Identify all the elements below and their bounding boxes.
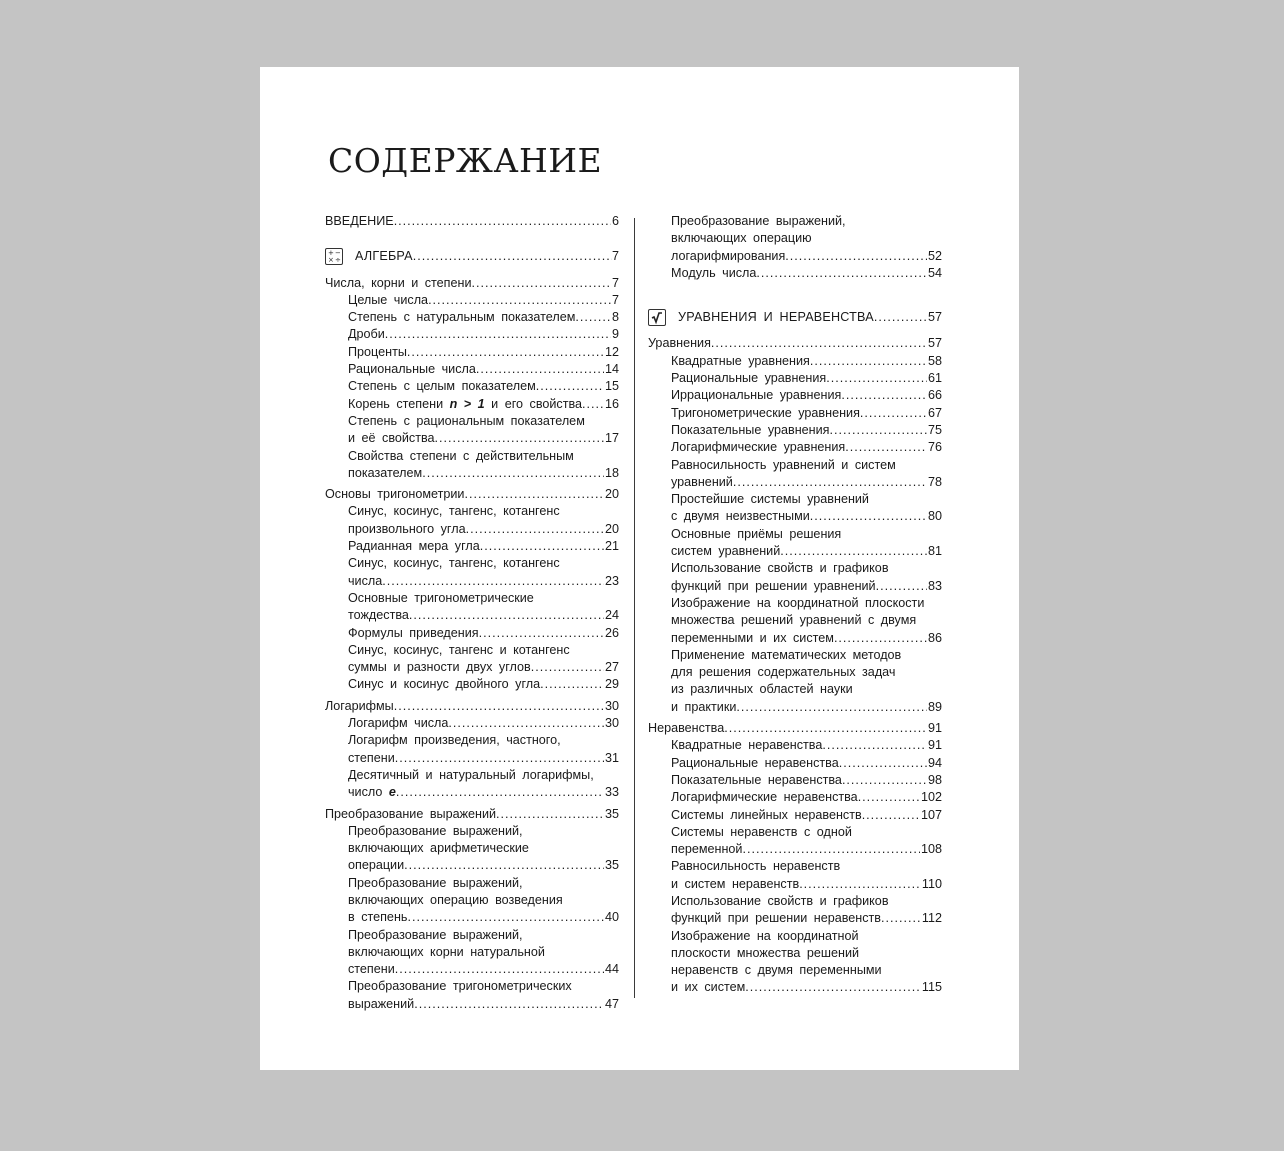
page-number: 6 (611, 214, 619, 228)
toc-left-column (325, 213, 619, 1013)
toc-entry[interactable]: Синус, косинус, тангенс, котангенс числа ..... 23 (348, 555, 619, 590)
toc-entry[interactable]: Формулы приведения ..... 26 (348, 625, 619, 642)
math-expression: n > 1 (449, 396, 485, 411)
toc-entry[interactable]: Основные тригонометрические тождества ..... 24 (348, 590, 619, 625)
toc-entry[interactable]: Модуль числа ..... 54 (671, 265, 942, 282)
toc-entry[interactable]: Иррациональные уравнения ..... 66 (671, 387, 942, 404)
toc-entry[interactable]: Преобразование выражений, включающих операцию возведения в степень ..... 40 (348, 875, 619, 927)
toc-entry[interactable]: Основы тригонометрии ..... 20 (325, 486, 619, 503)
toc-entry[interactable]: Системы линейных неравенств ..... 107 (671, 807, 942, 824)
toc-entry[interactable]: Уравнения ..... 57 (648, 335, 942, 352)
math-expression: e (388, 785, 396, 800)
toc-entry[interactable]: Числа, корни и степени ..... 7 (325, 275, 619, 292)
toc-right-column (648, 213, 942, 997)
toc-entry[interactable]: Изображение на координатной плоскости множества решений уравнений с двумя переменными и их систем ..... 86 (671, 595, 942, 647)
toc-entry[interactable]: Логарифм произведения, частного, степени ..... 31 (348, 732, 619, 767)
toc-entry[interactable]: Проценты ..... 12 (348, 344, 619, 361)
toc-entry[interactable]: Преобразование выражений, включающих корни натуральной степени ..... 44 (348, 927, 619, 979)
toc-entry[interactable]: Степень с рациональным показателем и её свойства ..... 17 (348, 413, 619, 448)
toc-entry[interactable]: Квадратные неравенства ..... 91 (671, 737, 942, 754)
toc-entry[interactable]: Равносильность уравнений и систем уравнений ..... 78 (671, 457, 942, 492)
toc-entry[interactable]: Рациональные числа ..... 14 (348, 361, 619, 378)
toc-entry[interactable]: Степень с натуральным показателем ..... 8 (348, 309, 619, 326)
toc-entry[interactable]: Логарифмические неравенства ..... 102 (671, 789, 942, 806)
toc-entry[interactable]: Десятичный и натуральный логарифмы, число e ..... 33 (348, 767, 619, 802)
toc-entry[interactable]: Показательные уравнения ..... 75 (671, 422, 942, 439)
toc-entry[interactable]: Логарифмические уравнения ..... 76 (671, 439, 942, 456)
square-root-icon (648, 309, 666, 326)
toc-entry[interactable]: Свойства степени с действительным показателем ..... 18 (348, 448, 619, 483)
toc-entry[interactable]: Радианная мера угла ..... 21 (348, 538, 619, 555)
toc-entry[interactable]: Логарифмы ..... 30 (325, 698, 619, 715)
toc-entry[interactable]: Применение математических методов для решения содержательных задач из различных областей науки и практики ..... 89 (671, 647, 942, 716)
toc-entry[interactable]: Синус, косинус, тангенс и котангенс суммы и разности двух углов ..... 27 (348, 642, 619, 677)
toc-section-algebra[interactable]: + − × ÷ АЛГЕБРА ..... 7 (325, 248, 619, 265)
toc-entry-intro[interactable]: ВВЕДЕНИЕ ..... 6 (325, 213, 619, 230)
toc-entry[interactable]: Показательные неравенства ..... 98 (671, 772, 942, 789)
toc-entry[interactable]: Степень с целым показателем ..... 15 (348, 378, 619, 395)
toc-section-equations[interactable]: УРАВНЕНИЯ И НЕРАВЕНСТВА ..... 57 (648, 309, 942, 326)
toc-entry[interactable]: Дроби ..... 9 (348, 326, 619, 343)
toc-entry[interactable]: Преобразование выражений ..... 35 (325, 806, 619, 823)
arithmetic-operations-icon: + − × ÷ (325, 248, 343, 265)
book-page (260, 67, 1019, 1070)
toc-entry[interactable]: Неравенства ..... 91 (648, 720, 942, 737)
page-number: 57 (927, 310, 942, 325)
toc-entry[interactable]: Синус и косинус двойного угла ..... 29 (348, 676, 619, 693)
toc-entry[interactable]: Преобразование выражений, включающих операцию логарифмирования ..... 52 (671, 213, 942, 265)
column-divider (634, 218, 635, 998)
toc-entry[interactable]: Использование свойств и графиков функций при решении уравнений ..... 83 (671, 560, 942, 595)
toc-entry[interactable]: Целые числа ..... 7 (348, 292, 619, 309)
toc-entry[interactable]: Основные приёмы решения систем уравнений ..... 81 (671, 526, 942, 561)
toc-entry[interactable]: Изображение на координатной плоскости множества решений неравенств с двумя переменными и их систем ..... 115 (671, 928, 942, 997)
toc-entry[interactable]: Равносильность неравенств и систем неравенств ..... 110 (671, 858, 942, 893)
toc-entry[interactable]: Системы неравенств с одной переменной ..... 108 (671, 824, 942, 859)
toc-entry[interactable]: Простейшие системы уравнений с двумя неизвестными ..... 80 (671, 491, 942, 526)
page-number: 7 (611, 249, 619, 264)
toc-entry[interactable]: Синус, косинус, тангенс, котангенс произвольного угла ..... 20 (348, 503, 619, 538)
toc-entry[interactable]: Рациональные неравенства ..... 94 (671, 755, 942, 772)
page-title: СОДЕРЖАНИЕ (328, 141, 603, 180)
toc-entry[interactable]: Использование свойств и графиков функций при решении неравенств ..... 112 (671, 893, 942, 928)
toc-entry[interactable]: Квадратные уравнения ..... 58 (671, 353, 942, 370)
toc-entry[interactable]: Преобразование тригонометрических выражений ..... 47 (348, 978, 619, 1013)
toc-entry[interactable]: Преобразование выражений, включающих арифметические операции ..... 35 (348, 823, 619, 875)
toc-entry[interactable]: Рациональные уравнения ..... 61 (671, 370, 942, 387)
toc-entry[interactable]: Тригонометрические уравнения ..... 67 (671, 405, 942, 422)
toc-entry[interactable]: Корень степени n > 1 и его свойства ..... 16 (348, 396, 619, 413)
toc-entry[interactable]: Логарифм числа ..... 30 (348, 715, 619, 732)
